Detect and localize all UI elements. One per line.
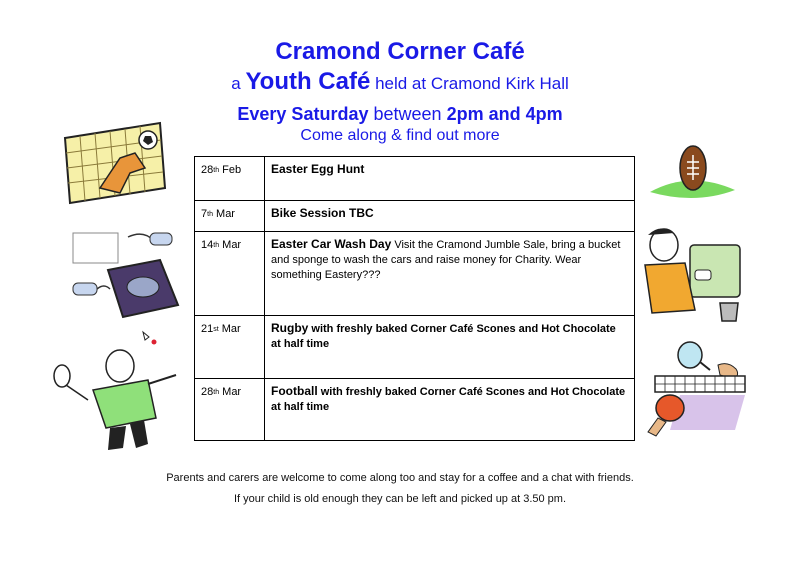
schedule-between: between: [373, 104, 442, 124]
event-title: Rugby: [271, 321, 309, 335]
event-detail: Visit the Cramond Jumble Sale, bring a bucket and sponge to wash the cars and raise money for Charity. Wear something Eastery???: [271, 239, 621, 281]
event-title: Bike Session TBC: [271, 206, 374, 220]
event-date-month: Feb: [222, 164, 242, 176]
page-title: Cramond Corner Café: [275, 38, 525, 65]
event-date: [195, 157, 265, 201]
event-date-suffix: th: [213, 242, 220, 249]
game-console-icon: [68, 225, 188, 320]
event-date: [195, 316, 265, 379]
event-date: [195, 379, 265, 441]
rugby-ball-icon: [645, 140, 740, 205]
event-date-day: 21: [201, 323, 214, 335]
event-date-day: 14: [201, 239, 214, 251]
schedule-day: Every Saturday: [237, 104, 369, 124]
subtitle-youth-cafe: Youth Café: [245, 68, 371, 95]
event-date-day: 7: [201, 208, 208, 220]
footer-pickup-note: If your child is old enough they can be left and picked up at 3.50 pm.: [233, 493, 567, 505]
event-date-day: 28: [201, 164, 214, 176]
schedule-row: [195, 379, 635, 441]
badminton-player-icon: [48, 320, 188, 460]
event-detail: with freshly baked Corner Café Scones and Hot Chocolate at half time: [271, 386, 626, 413]
event-date-day: 28: [201, 386, 214, 398]
event-date-suffix: th: [213, 167, 220, 174]
event-title: Football: [271, 384, 318, 398]
event-description: [265, 157, 635, 201]
event-date: [195, 232, 265, 316]
invite-line: Come along & find out more: [300, 127, 500, 144]
event-description: [265, 201, 635, 232]
schedule-row: [195, 157, 635, 201]
footer-parents-note: Parents and carers are welcome to come along too and stay for a coffee and a chat with friends.: [166, 472, 634, 484]
event-date-month: Mar: [222, 239, 242, 251]
event-date-suffix: th: [213, 389, 220, 396]
table-tennis-icon: [640, 340, 755, 440]
subtitle-venue: held at Cramond Kirk Hall: [375, 74, 569, 93]
car-wash-icon: [640, 225, 750, 325]
schedule-row: [195, 232, 635, 316]
event-title: Easter Egg Hunt: [271, 162, 365, 176]
event-description: [265, 232, 635, 316]
schedule-row: [195, 316, 635, 379]
event-description: [265, 316, 635, 379]
event-title: Easter Car Wash Day: [271, 237, 392, 251]
event-detail: with freshly baked Corner Café Scones and Hot Chocolate at half time: [271, 323, 616, 350]
subtitle-prefix: a: [231, 74, 241, 93]
event-date-suffix: th: [207, 211, 213, 218]
football-goal-icon: [60, 118, 170, 208]
event-date-month: Mar: [221, 323, 241, 335]
event-schedule-table: [194, 156, 635, 441]
schedule-row: [195, 201, 635, 232]
event-date-month: Mar: [216, 208, 235, 220]
schedule-time: 2pm and 4pm: [446, 104, 563, 124]
event-date-suffix: st: [213, 326, 219, 333]
event-description: [265, 379, 635, 441]
subtitle: [0, 68, 800, 96]
event-date: [195, 201, 265, 232]
event-date-month: Mar: [222, 386, 242, 398]
